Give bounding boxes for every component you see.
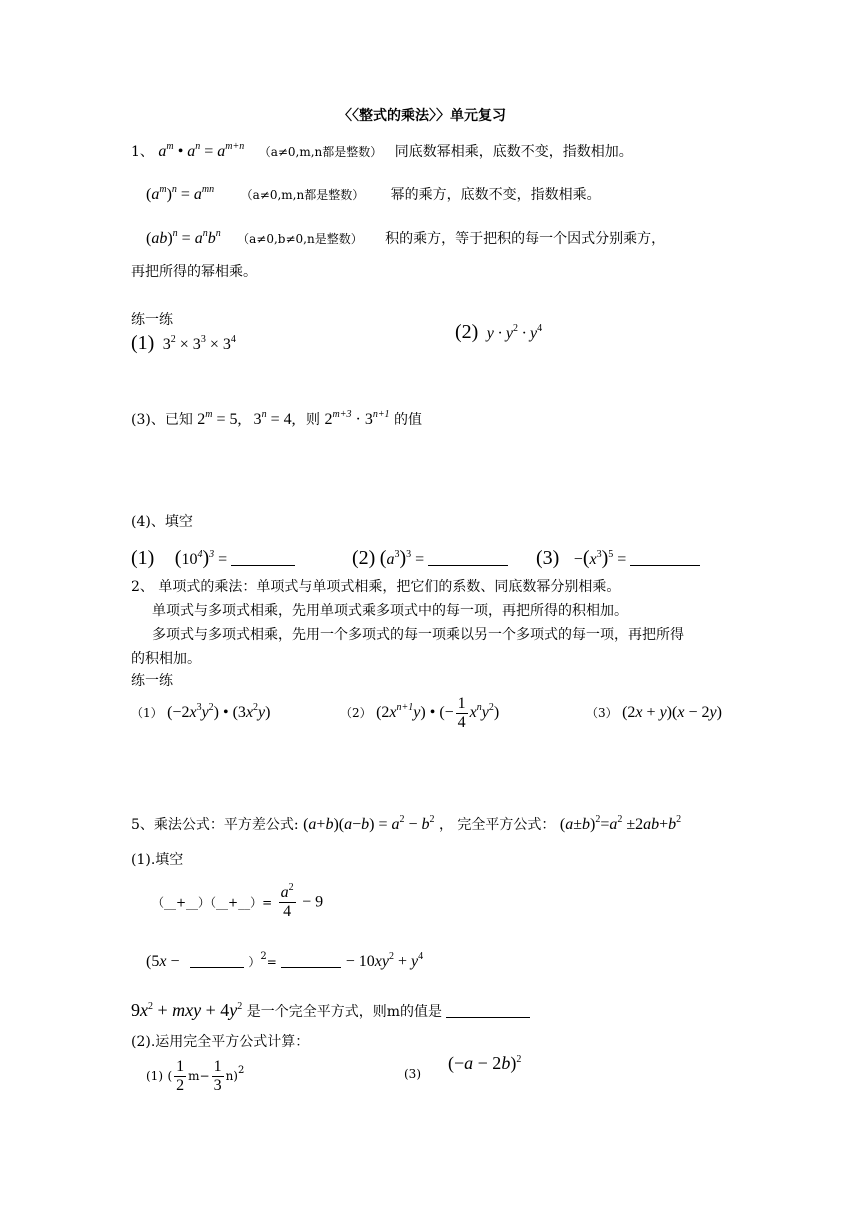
rule-1	[131, 142, 633, 162]
section-2-line-1: 2、 单项式的乘法：单项式与单项式相乘，把它们的系数、同底数幂分别相乘。	[131, 579, 621, 595]
rule-3-description-cont: 再把所得的幂相乘。	[131, 264, 257, 280]
fill-item-1-factors: （__+__）（__+__）=	[152, 895, 273, 910]
section-5-line	[131, 815, 681, 835]
question-4b	[352, 548, 508, 570]
question-3	[131, 410, 422, 430]
fill-item-1-minus-9: − 9	[302, 893, 324, 911]
answer-blank-4c[interactable]	[630, 551, 700, 566]
section-2-line-2: 单项式与多项式相乘，先用单项式乘多项式中的每一项，再把所得的积相加。	[152, 603, 628, 619]
calc-item-3-label: (3)	[404, 1067, 421, 1081]
fill-item-2-square: ）$^2$=	[248, 951, 277, 969]
question-4c-expression: $-(x^3)^5$ =	[573, 547, 627, 569]
section-5-heading: 5、乘法公式：平方差公式:	[131, 817, 299, 833]
question-4a	[131, 548, 295, 570]
rule-3	[146, 229, 665, 249]
question-4-label: (4)、填空	[131, 514, 193, 530]
section-2-line-4: 的积相加。	[131, 651, 201, 667]
fill-item-2-rest: − $10xy^2 + y^4$	[345, 951, 424, 970]
rule-1-number: 1、	[131, 144, 154, 160]
page-title: 〈〈整式的乘法〉〉单元复习	[338, 108, 506, 124]
rule-3-description: 积的乘方，等于把积的每一个因式分别乘方，	[385, 231, 666, 247]
exercise-2	[455, 322, 542, 344]
fill-label: (1).填空	[131, 852, 184, 868]
section-5-mid: ， 完全平方公式：	[438, 817, 556, 833]
exercise-2-3-label: （3）	[586, 706, 618, 720]
question-4b-expression: $(a^3)^3$ =	[379, 547, 425, 569]
practice-heading-1: 练一练	[131, 312, 173, 328]
exercise-2-2	[340, 695, 499, 732]
exercise-2-3	[586, 703, 722, 723]
answer-blank-m[interactable]	[446, 1003, 530, 1018]
rule-3-condition: （a≠0,b≠0,n是整数）	[237, 232, 363, 246]
question-3-expression: $2^{m+3} \cdot 3^{n+1}$	[324, 409, 390, 428]
exercise-2-1-expression: $(-2x^3y^2)$ • $(3x^2y)$	[167, 702, 271, 721]
calc-item-1-expression: ( $\frac{1}{2}$ m− $\frac{1}{3}$ n)$^2$	[167, 1058, 245, 1094]
rule-2	[146, 185, 601, 205]
answer-blank-5b[interactable]	[281, 953, 341, 968]
rule-2-formula: $(a^m)^n = a^{mn}$	[146, 184, 215, 203]
rule-1-condition: （a≠0,m,n都是整数）	[258, 145, 383, 159]
rule-1-formula: $a^m$ • $a^n = a^{m+n}$	[158, 141, 245, 160]
fill-item-2-base: (5x −	[146, 953, 180, 970]
calc-item-3-expression: $(-a - 2b)^2$	[448, 1053, 522, 1073]
practice-heading-2: 练一练	[131, 673, 173, 689]
answer-blank-4b[interactable]	[428, 551, 508, 566]
rule-1-description: 同底数幂相乘，底数不变，指数相加。	[394, 144, 633, 160]
answer-blank-4a[interactable]	[231, 551, 295, 566]
exercise-2-3-expression: (2x + y)(x − 2y)	[622, 704, 722, 721]
question-3-label: (3)、已知	[131, 412, 193, 428]
exercise-2-2-expression: $(2x^{n+1}y)$ • (− $\frac{1}{4}$ $x^ny^2$)	[376, 695, 500, 731]
question-3-end: 的值	[394, 412, 423, 428]
perfect-square-text: 是一个完全平方式，则m的值是	[246, 1004, 443, 1020]
fraction-a2-over-4: $\frac{a^2}{4}$	[280, 882, 294, 920]
rule-3-formula: $(ab)^n = a^nb^n$	[146, 228, 221, 247]
exercise-1	[131, 333, 236, 355]
rule-2-condition: （a≠0,m,n都是整数）	[240, 188, 365, 202]
question-3-then: 则	[306, 412, 321, 428]
question-4a-expression: $(10^4)^3$ =	[174, 547, 232, 569]
question-4c-label: (3)	[536, 547, 560, 569]
exercise-2-1	[131, 703, 270, 723]
calc-item-1-label: (1)	[146, 1069, 163, 1083]
question-4a-label: (1)	[131, 547, 155, 569]
rule-2-description: 幂的乘方，底数不变，指数相乘。	[390, 187, 601, 203]
perfect-square-question	[131, 1000, 530, 1022]
question-3-given: $2^m = 5$, $3^n = 4$,	[197, 409, 296, 428]
exercise-2-1-label: （1）	[131, 706, 163, 720]
answer-blank-5a[interactable]	[190, 953, 244, 968]
exercise-2-label: (2)	[455, 321, 479, 343]
exercise-1-label: (1)	[131, 332, 155, 354]
exercise-1-expression: $3^2 \times 3^3 \times 3^4$	[162, 334, 236, 353]
perfect-square-formula: $(a\pm b)^2=a^2 \pm 2ab+b^2$	[559, 814, 682, 833]
question-4b-label: (2)	[352, 547, 376, 569]
calc-label: (2).运用完全平方公式计算：	[131, 1034, 310, 1050]
fill-item-2	[146, 952, 423, 972]
question-4c	[536, 548, 700, 570]
fill-item-1	[152, 884, 323, 921]
trinomial-expression: $9x^2$ + mxy + $4y^2$	[131, 1000, 243, 1020]
difference-of-squares-formula: $(a+b)(a-b) = a^2 - b^2$	[303, 814, 435, 833]
exercise-2-2-label: （2）	[340, 706, 372, 721]
section-2-line-3: 多项式与多项式相乘，先用一个多项式的每一项乘以另一个多项式的每一项，再把所得	[152, 627, 684, 643]
calc-item-1	[146, 1058, 244, 1095]
exercise-2-expression: $y \cdot y^2 \cdot y^4$	[486, 323, 543, 342]
calc-item-3	[404, 1064, 421, 1084]
